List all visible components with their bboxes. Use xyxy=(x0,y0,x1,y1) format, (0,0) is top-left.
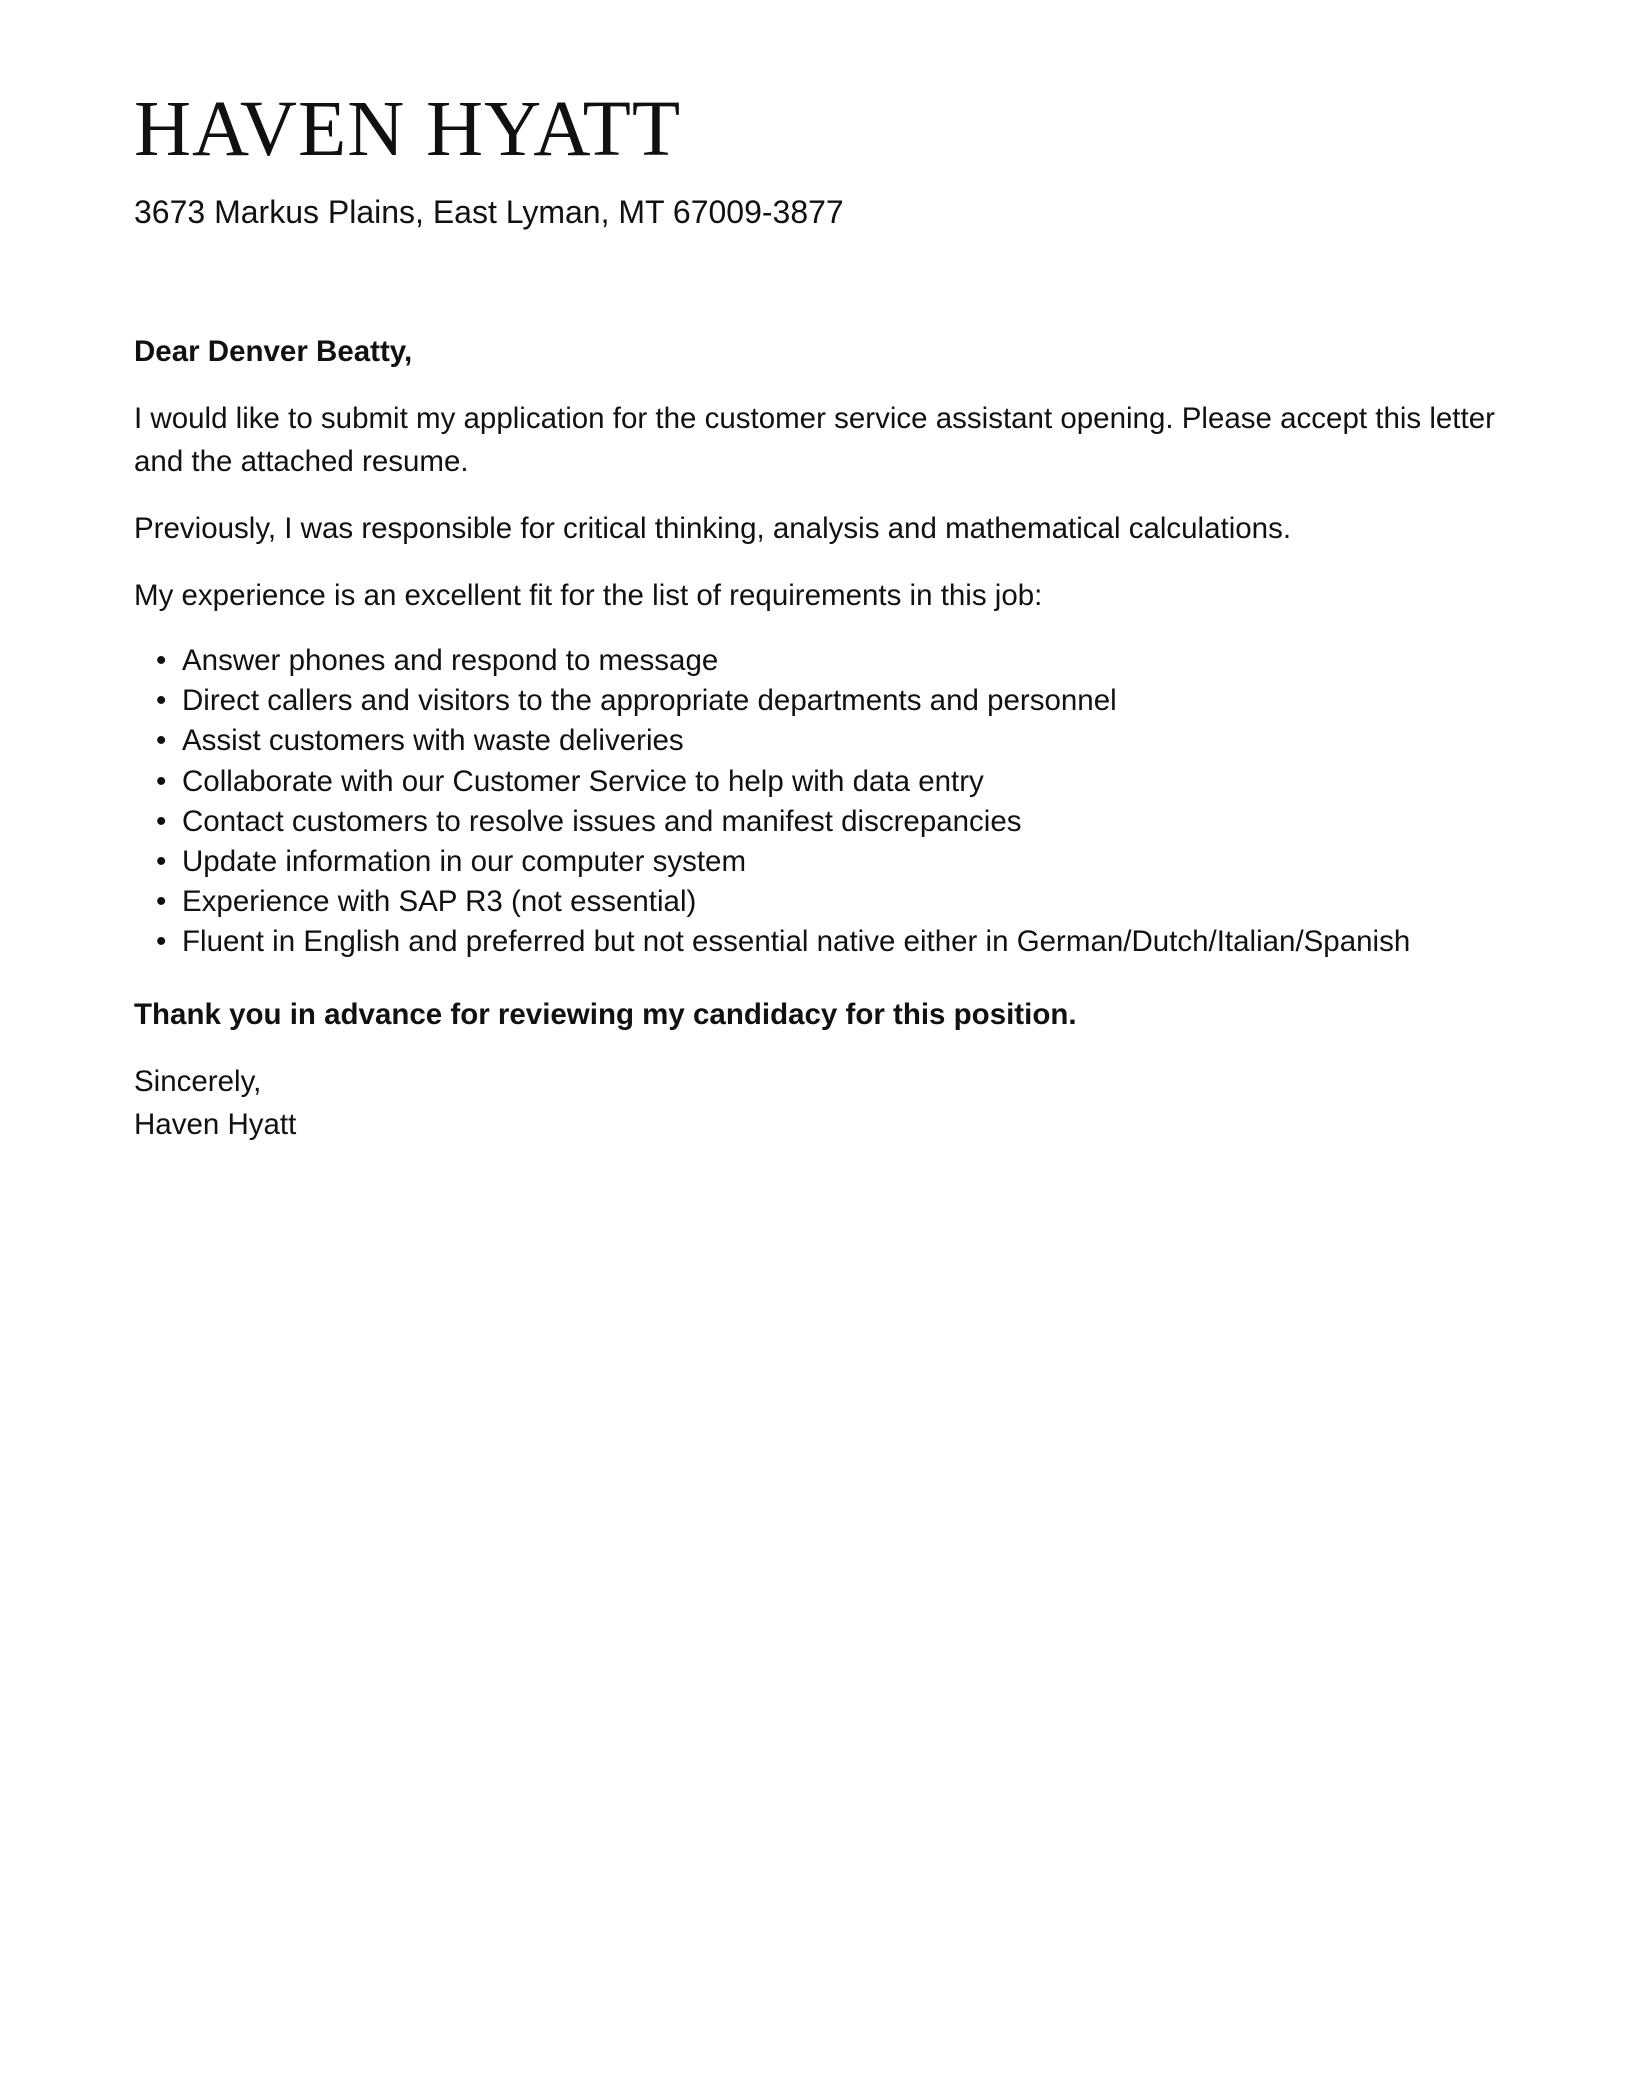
intro-paragraph: I would like to submit my application for the customer service assistant opening. Please accept this letter and the attached resume. xyxy=(134,402,1495,478)
list-item xyxy=(156,721,1504,761)
list-item-text: Experience with SAP R3 (not essential) xyxy=(182,885,697,919)
list-item xyxy=(156,762,1504,802)
bullet-icon: • xyxy=(156,804,167,838)
bullet-icon: • xyxy=(156,644,167,677)
closing-statement: Thank you in advance for reviewing my candidacy for this position. xyxy=(134,997,1077,1031)
requirements-list xyxy=(134,641,1504,963)
list-item xyxy=(156,641,1504,681)
bullet-icon: • xyxy=(156,845,167,879)
bullet-icon: • xyxy=(156,885,167,919)
signoff-block xyxy=(134,1060,1504,1146)
list-item xyxy=(156,681,1504,721)
list-item-text: Answer phones and respond to message xyxy=(182,644,719,677)
list-item-text: Direct callers and visitors to the appropriate departments and personnel xyxy=(182,684,1117,718)
list-item xyxy=(156,842,1504,882)
bullet-icon: • xyxy=(156,724,167,758)
salutation: Dear Denver Beatty, xyxy=(134,335,413,368)
applicant-name: HAVEN HYATT xyxy=(134,86,682,173)
list-item xyxy=(156,882,1504,922)
experience-paragraph: Previously, I was responsible for critical thinking, analysis and mathematical calculations. xyxy=(134,512,1292,545)
list-item-text: Contact customers to resolve issues and manifest discrepancies xyxy=(182,804,1022,838)
list-item-text: Fluent in English and preferred but not essential native either in German/Dutch/Italian/Spanish xyxy=(182,925,1411,959)
list-item-text: Assist customers with waste deliveries xyxy=(182,724,684,758)
applicant-address: 3673 Markus Plains, East Lyman, MT 67009-3877 xyxy=(134,194,844,230)
bullet-icon: • xyxy=(156,684,167,718)
bullet-icon: • xyxy=(156,925,167,959)
list-item-text: Collaborate with our Customer Service to help with data entry xyxy=(182,764,984,798)
list-item-text: Update information in our computer system xyxy=(182,845,747,879)
list-item xyxy=(156,802,1504,842)
requirements-intro: My experience is an excellent fit for the list of requirements in this job: xyxy=(134,579,1043,612)
signoff-text: Sincerely, xyxy=(134,1064,262,1098)
bullet-icon: • xyxy=(156,764,167,798)
letter-body xyxy=(134,330,1504,1146)
signature-name: Haven Hyatt xyxy=(134,1107,297,1141)
list-item xyxy=(156,922,1504,962)
